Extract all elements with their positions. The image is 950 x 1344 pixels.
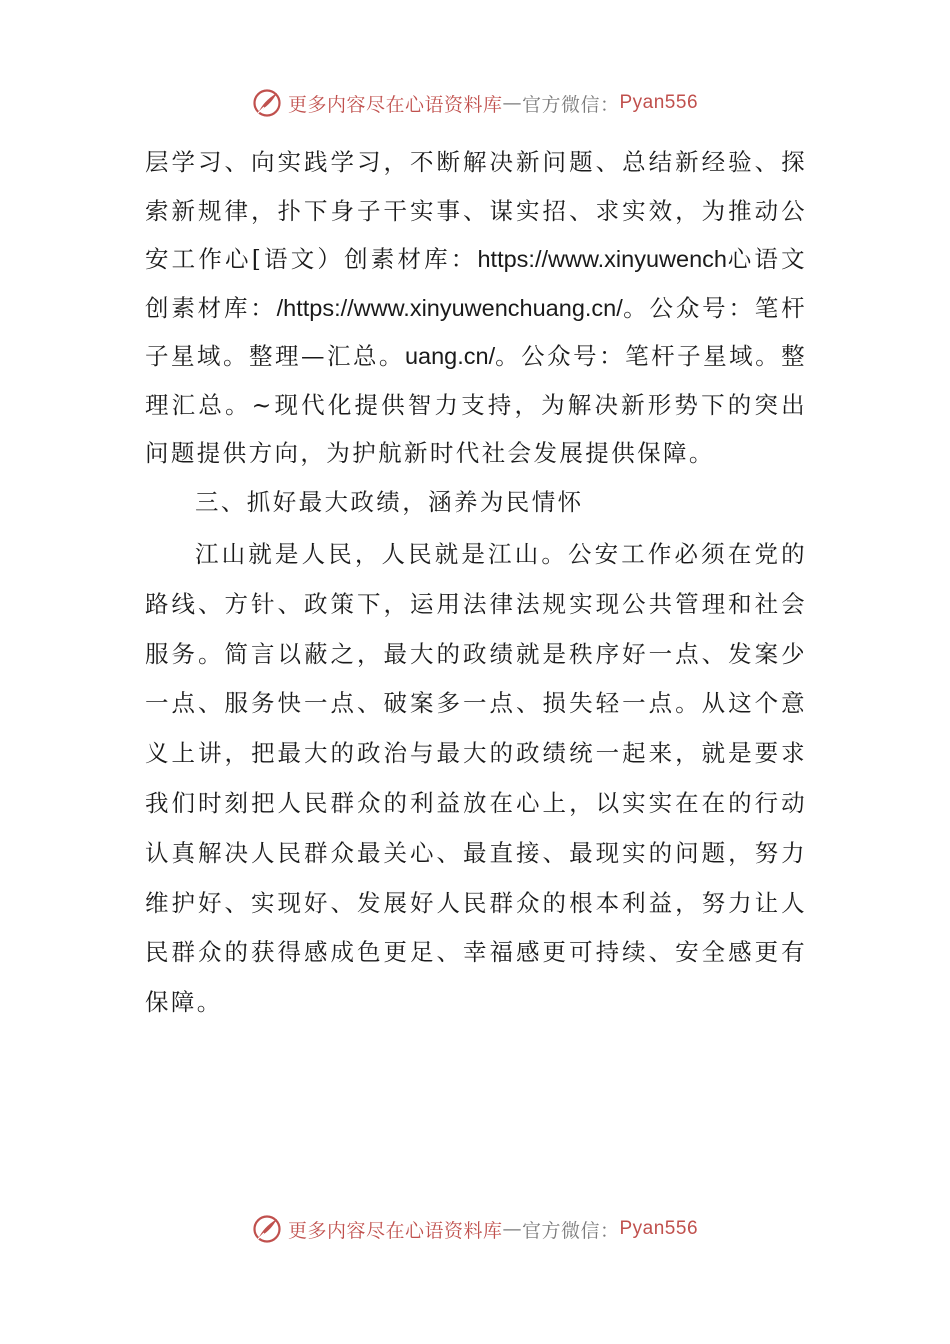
watermark-wechat-id: Pyan556 (619, 92, 699, 113)
footer-watermark (0, 1209, 950, 1249)
paragraph: 江山就是人民，人民就是江山。公安工作必须在党的路线、方针、政策下，运用法律法规实现公共管理和社会服务。简言以蔽之，最大的政绩就是秩序好一点、发案少一点、服务快一点、破案多一点、损失轻一点。从这个意义上讲，把最大的政治与最大的政绩统一起来，就是要求我们时刻把人民群众的利益放在心上，以实实在在的行动认真解决人民群众最关心、最直接、最现实的问题，努力维护好、实现好、发展好人民群众的根本利益，努力让人民群众的获得感成色更足、幸福感更可持续、安全感更有保障。 (145, 540, 807, 1017)
paragraph-text: 。公众号：笔杆子星域。整理汇总。~现代化提供智力支持，为解决新形势下的突出问题提供方向，为护航新时代社会发展提供保障。 (145, 342, 808, 467)
header-watermark (0, 83, 950, 123)
document-body (145, 138, 807, 1028)
watermark-brand: 更多内容尽在心语资料库 (287, 93, 503, 116)
source-url: uang.cn/ (404, 343, 496, 369)
watermark-brand: 更多内容尽在心语资料库 (287, 1219, 503, 1242)
quill-pen-icon (252, 1214, 282, 1244)
paragraph-continued (145, 138, 807, 478)
source-url: https://www.xinyuwench (477, 246, 727, 272)
watermark-separator: — (502, 92, 522, 114)
source-url: /https://www.xinyuwenchuang.cn/ (276, 294, 623, 321)
watermark-label: 官方微信： (521, 93, 620, 116)
watermark-wechat-id: Pyan556 (619, 1218, 699, 1239)
paragraph-text: 层学习、向实践学习，不断解决新问题、总结新经验、探索新规律，扑下身子干实事、谋实招、求实效，为推动公安工作心[语文）创素材库： (145, 148, 807, 273)
quill-pen-icon (252, 88, 282, 118)
watermark-separator: — (502, 1218, 522, 1240)
section-heading: 三、抓好最大政绩，涵养为民情怀 (195, 487, 584, 516)
paragraph-text: 心语文创素材库： (145, 245, 808, 322)
paragraph-text: 。公众号：笔杆子星域。整理—汇总。 (145, 293, 808, 370)
watermark-label: 官方微信： (521, 1219, 620, 1242)
